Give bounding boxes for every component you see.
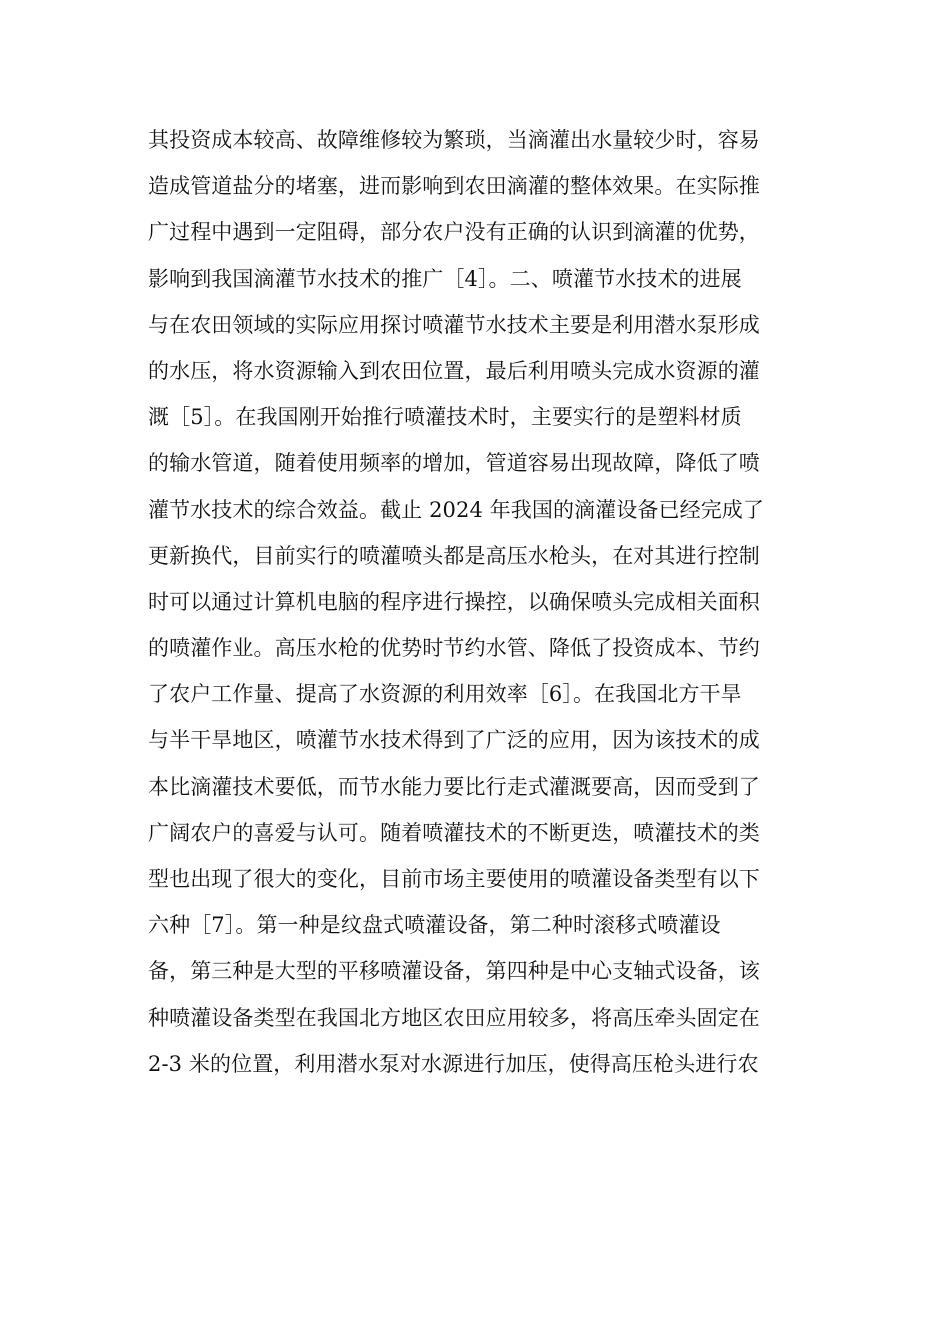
text-line: 其投资成本较高、故障维修较为繁琐，当滴灌出水量较少时，容易 <box>148 128 760 152</box>
text-line: 更新换代，目前实行的喷灌喷头都是高压水枪头，在对其进行控制 <box>148 543 760 568</box>
text-line: 与在农田领域的实际应用探讨喷灌节水技术主要是利用潜水泵形成 <box>148 312 760 337</box>
text-line: 灌节水技术的综合效益。截止 2024 年我国的滴灌设备已经完成了 <box>148 497 764 522</box>
text-line: 本比滴灌技术要低，而节水能力要比行走式灌溉要高，因而受到了 <box>148 774 760 799</box>
text-line: 的输水管道，随着使用频率的增加，管道容易出现故障，降低了喷 <box>148 451 760 476</box>
text-line: 型也出现了很大的变化，目前市场主要使用的喷灌设备类型有以下 <box>148 867 760 891</box>
text-line: 六种［7］。第一种是纹盘式喷灌设备，第二种时滚移式喷灌设 <box>148 913 721 938</box>
body-paragraph <box>148 117 808 1087</box>
text-line: 备，第三种是大型的平移喷灌设备，第四种是中心支轴式设备，该 <box>148 959 760 984</box>
text-line: 影响到我国滴灌节水技术的推广［4］。二、喷灌节水技术的进展 <box>148 266 742 291</box>
text-line: 溉［5］。在我国刚开始推行喷灌技术时，主要实行的是塑料材质 <box>148 405 742 430</box>
text-line: 广过程中遇到一定阻碍，部分农户没有正确的认识到滴灌的优势， <box>148 220 760 245</box>
text-line: 了农户工作量、提高了水资源的利用效率［6］。在我国北方干旱 <box>148 682 742 707</box>
text-line: 广阔农户的喜爱与认可。随着喷灌技术的不断更迭，喷灌技术的类 <box>148 820 760 845</box>
text-line: 造成管道盐分的堵塞，进而影响到农田滴灌的整体效果。在实际推 <box>148 174 760 199</box>
text-line: 种喷灌设备类型在我国北方地区农田应用较多，将高压牵头固定在 <box>148 1005 760 1030</box>
text-line: 与半干旱地区，喷灌节水技术得到了广泛的应用，因为该技术的成 <box>148 728 760 753</box>
text-line: 的喷灌作业。高压水枪的优势时节约水管、降低了投资成本、节约 <box>148 636 760 661</box>
text-line: 的水压，将水资源输入到农田位置，最后利用喷头完成水资源的灌 <box>148 358 760 383</box>
text-line: 时可以通过计算机电脑的程序进行操控，以确保喷头完成相关面积 <box>148 589 760 614</box>
text-line: 2-3 米的位置，利用潜水泵对水源进行加压，使得高压枪头进行农 <box>148 1051 759 1076</box>
